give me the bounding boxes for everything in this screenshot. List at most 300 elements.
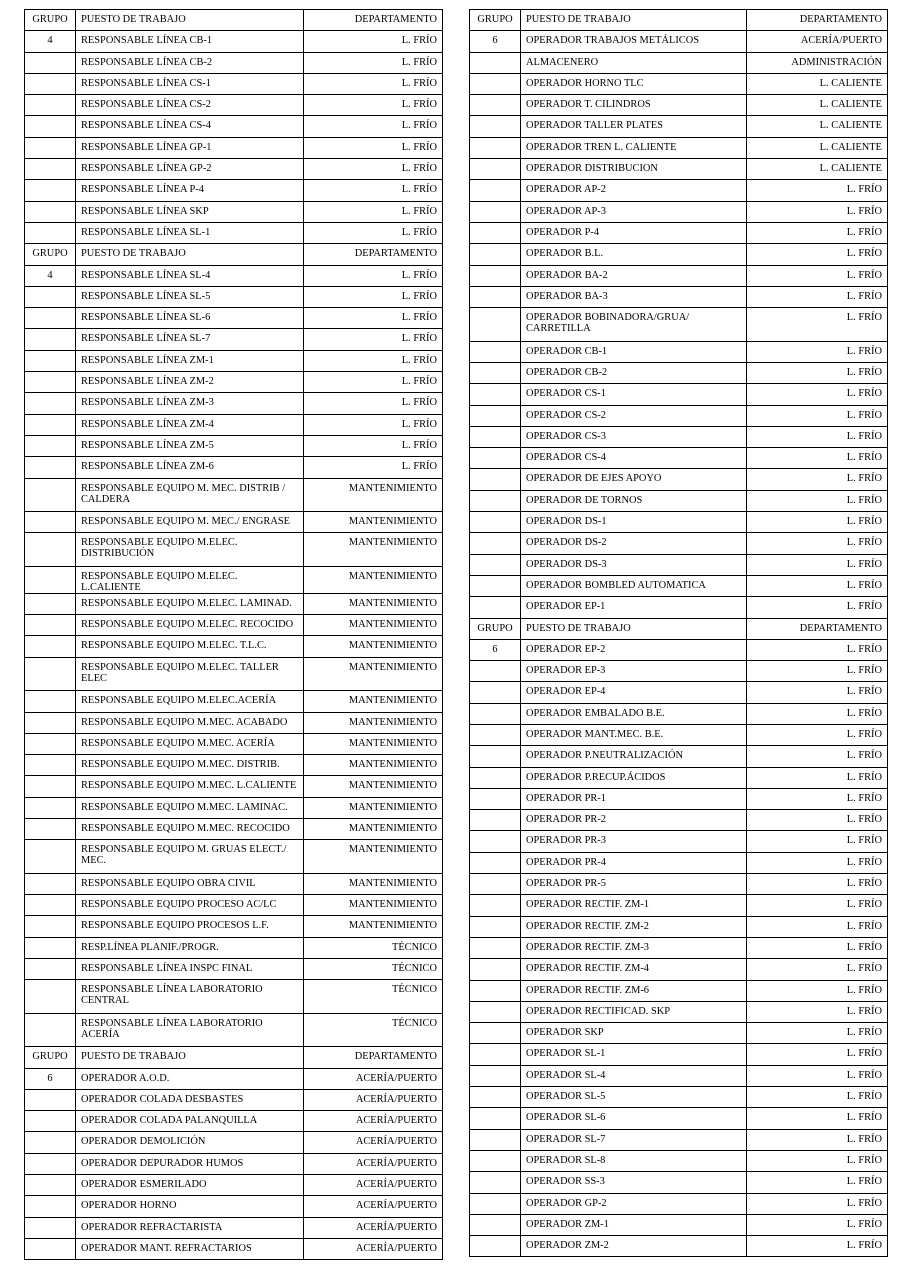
table-row xyxy=(25,1153,443,1174)
grupo-cell xyxy=(25,636,76,657)
puesto-cell: OPERADOR B.L. xyxy=(521,244,747,265)
departamento-cell: TÉCNICO xyxy=(304,1013,443,1047)
table-row xyxy=(25,393,443,414)
grupo-cell xyxy=(470,180,521,201)
departamento-cell: L. FRÍO xyxy=(747,852,888,873)
puesto-cell: RESPONSABLE LÍNEA GP-2 xyxy=(76,159,304,180)
puesto-cell: RESPONSABLE EQUIPO M.MEC. LAMINAC. xyxy=(76,797,304,818)
header-departamento: DEPARTAMENTO xyxy=(304,10,443,31)
table-row xyxy=(470,469,888,490)
departamento-cell: TÉCNICO xyxy=(304,980,443,1014)
table-row xyxy=(25,116,443,137)
departamento-cell: ACERÍA/PUERTO xyxy=(747,31,888,52)
table-row xyxy=(470,959,888,980)
puesto-cell: OPERADOR SS-3 xyxy=(521,1172,747,1193)
table-row xyxy=(25,819,443,840)
table-row xyxy=(470,1150,888,1171)
puesto-cell: RESPONSABLE EQUIPO M.ELEC. T.L.C. xyxy=(76,636,304,657)
puesto-cell: OPERADOR BA-2 xyxy=(521,265,747,286)
table-row xyxy=(470,852,888,873)
table-row xyxy=(25,265,443,286)
departamento-cell: MANTENIMIENTO xyxy=(304,797,443,818)
table-row xyxy=(25,958,443,979)
puesto-cell: OPERADOR CB-1 xyxy=(521,341,747,362)
departamento-cell: L. FRÍO xyxy=(747,831,888,852)
grupo-cell xyxy=(470,244,521,265)
table-row xyxy=(470,937,888,958)
puesto-cell: RESPONSABLE EQUIPO M.MEC. DISTRIB. xyxy=(76,755,304,776)
table-row xyxy=(25,414,443,435)
grupo-cell xyxy=(25,1111,76,1132)
grupo-cell xyxy=(470,426,521,447)
table-row xyxy=(25,308,443,329)
grupo-cell xyxy=(470,362,521,383)
table-row xyxy=(470,512,888,533)
departamento-cell: L. FRÍO xyxy=(747,533,888,554)
puesto-cell: RESPONSABLE LÍNEA SL-6 xyxy=(76,308,304,329)
departamento-cell: L. FRÍO xyxy=(747,703,888,724)
table-row xyxy=(470,746,888,767)
puesto-cell: OPERADOR CS-2 xyxy=(521,405,747,426)
puesto-cell: OPERADOR ESMERILADO xyxy=(76,1175,304,1196)
puesto-cell: OPERADOR EP-2 xyxy=(521,639,747,660)
departamento-cell: ACERÍA/PUERTO xyxy=(304,1111,443,1132)
table-row xyxy=(470,73,888,94)
grupo-cell xyxy=(470,788,521,809)
grupo-cell xyxy=(25,1196,76,1217)
puesto-cell: OPERADOR RECTIF. ZM-3 xyxy=(521,937,747,958)
grupo-cell xyxy=(470,597,521,618)
puesto-cell: RESPONSABLE LÍNEA SL-4 xyxy=(76,265,304,286)
table-row xyxy=(470,810,888,831)
departamento-cell: L. FRÍO xyxy=(747,180,888,201)
departamento-cell: TÉCNICO xyxy=(304,958,443,979)
grupo-cell xyxy=(25,180,76,201)
puesto-cell: OPERADOR RECTIF. ZM-2 xyxy=(521,916,747,937)
grupo-cell xyxy=(470,703,521,724)
grupo-cell xyxy=(470,512,521,533)
table-row xyxy=(25,286,443,307)
puesto-cell: OPERADOR EP-4 xyxy=(521,682,747,703)
table-row xyxy=(470,201,888,222)
puesto-cell: OPERADOR TALLER PLATES xyxy=(521,116,747,137)
puesto-cell: RESPONSABLE EQUIPO M.MEC. L.CALIENTE xyxy=(76,776,304,797)
departamento-cell: L. FRÍO xyxy=(747,1214,888,1235)
grupo-cell xyxy=(25,755,76,776)
grupo-cell xyxy=(25,937,76,958)
table-row xyxy=(25,1132,443,1153)
puesto-cell: RESPONSABLE LÍNEA CS-1 xyxy=(76,73,304,94)
grupo-cell xyxy=(470,1044,521,1065)
table-header-row xyxy=(470,10,888,31)
table-row xyxy=(470,1065,888,1086)
table-row xyxy=(25,636,443,657)
grupo-cell xyxy=(470,116,521,137)
departamento-cell: L. FRÍO xyxy=(747,639,888,660)
grupo-cell xyxy=(25,566,76,593)
table-row xyxy=(470,725,888,746)
grupo-cell xyxy=(25,958,76,979)
grupo-cell xyxy=(470,725,521,746)
departamento-cell: L. FRÍO xyxy=(747,1001,888,1022)
grupo-cell xyxy=(25,733,76,754)
grupo-cell xyxy=(470,52,521,73)
table-row xyxy=(25,31,443,52)
table-row xyxy=(470,703,888,724)
table-row xyxy=(470,308,888,342)
departamento-cell: MANTENIMIENTO xyxy=(304,478,443,512)
table-row xyxy=(25,1238,443,1259)
header-departamento: DEPARTAMENTO xyxy=(747,618,888,639)
table-row xyxy=(470,265,888,286)
departamento-cell: MANTENIMIENTO xyxy=(304,593,443,614)
departamento-cell: MANTENIMIENTO xyxy=(304,840,443,874)
departamento-cell: L. FRÍO xyxy=(747,895,888,916)
puesto-cell: RESPONSABLE LÍNEA GP-1 xyxy=(76,137,304,158)
puesto-cell: RESPONSABLE LÍNEA ZM-3 xyxy=(76,393,304,414)
grupo-cell xyxy=(25,840,76,874)
table-row xyxy=(470,533,888,554)
table-row xyxy=(25,478,443,512)
grupo-cell xyxy=(470,341,521,362)
puesto-cell: ALMACENERO xyxy=(521,52,747,73)
puesto-cell: OPERADOR DE TORNOS xyxy=(521,490,747,511)
table-header-row xyxy=(25,1047,443,1068)
departamento-cell: L. FRÍO xyxy=(304,201,443,222)
departamento-cell: L. FRÍO xyxy=(747,874,888,895)
puesto-cell: RESPONSABLE LÍNEA ZM-6 xyxy=(76,457,304,478)
grupo-cell xyxy=(470,469,521,490)
table-row xyxy=(25,73,443,94)
puesto-cell: OPERADOR MANT.MEC. B.E. xyxy=(521,725,747,746)
departamento-cell: L. FRÍO xyxy=(304,137,443,158)
table-header-row xyxy=(25,10,443,31)
grupo-cell xyxy=(470,1236,521,1257)
table-row xyxy=(470,682,888,703)
departamento-cell: L. FRÍO xyxy=(747,426,888,447)
table-row xyxy=(470,1129,888,1150)
puesto-cell: OPERADOR CS-4 xyxy=(521,448,747,469)
table-row xyxy=(25,712,443,733)
grupo-cell: 4 xyxy=(25,265,76,286)
departamento-cell: MANTENIMIENTO xyxy=(304,712,443,733)
puesto-cell: RESPONSABLE EQUIPO M.ELEC. LAMINAD. xyxy=(76,593,304,614)
grupo-cell xyxy=(25,372,76,393)
departamento-cell: L. FRÍO xyxy=(304,457,443,478)
grupo-cell xyxy=(470,159,521,180)
puesto-cell: OPERADOR P-4 xyxy=(521,222,747,243)
departamento-cell: L. FRÍO xyxy=(747,341,888,362)
puesto-cell: OPERADOR ZM-1 xyxy=(521,1214,747,1235)
puesto-cell: OPERADOR SL-6 xyxy=(521,1108,747,1129)
departamento-cell: L. FRÍO xyxy=(747,1236,888,1257)
puesto-cell: OPERADOR EP-1 xyxy=(521,597,747,618)
grupo-cell xyxy=(25,1153,76,1174)
grupo-cell xyxy=(25,116,76,137)
grupo-cell xyxy=(25,615,76,636)
departamento-cell: ACERÍA/PUERTO xyxy=(304,1175,443,1196)
table-row xyxy=(25,733,443,754)
table-row xyxy=(25,137,443,158)
departamento-cell: L. CALIENTE xyxy=(747,159,888,180)
grupo-cell xyxy=(470,746,521,767)
left-job-table xyxy=(24,9,443,1260)
departamento-cell: L. FRÍO xyxy=(747,222,888,243)
table-row xyxy=(470,831,888,852)
header-puesto: PUESTO DE TRABAJO xyxy=(76,10,304,31)
puesto-cell: OPERADOR AP-3 xyxy=(521,201,747,222)
header-puesto: PUESTO DE TRABAJO xyxy=(521,618,747,639)
grupo-cell: 6 xyxy=(470,31,521,52)
departamento-cell: L. FRÍO xyxy=(747,746,888,767)
table-header-row xyxy=(25,244,443,265)
departamento-cell: L. FRÍO xyxy=(304,435,443,456)
departamento-cell: MANTENIMIENTO xyxy=(304,916,443,937)
grupo-cell xyxy=(470,137,521,158)
table-row xyxy=(25,512,443,533)
grupo-cell xyxy=(470,1001,521,1022)
puesto-cell: OPERADOR RECTIF. ZM-6 xyxy=(521,980,747,1001)
departamento-cell: MANTENIMIENTO xyxy=(304,566,443,593)
departamento-cell: L. FRÍO xyxy=(304,31,443,52)
table-row xyxy=(470,137,888,158)
table-row xyxy=(25,916,443,937)
departamento-cell: MANTENIMIENTO xyxy=(304,691,443,712)
header-grupo: GRUPO xyxy=(25,10,76,31)
puesto-cell: RESPONSABLE EQUIPO M.ELEC.ACERÍA xyxy=(76,691,304,712)
table-row xyxy=(25,615,443,636)
header-puesto: PUESTO DE TRABAJO xyxy=(521,10,747,31)
departamento-cell: L. FRÍO xyxy=(747,937,888,958)
grupo-cell xyxy=(470,1214,521,1235)
departamento-cell: L. FRÍO xyxy=(747,575,888,596)
departamento-cell: L. FRÍO xyxy=(747,308,888,342)
table-row xyxy=(470,1001,888,1022)
table-row xyxy=(25,980,443,1014)
departamento-cell: ACERÍA/PUERTO xyxy=(304,1217,443,1238)
puesto-cell: RESPONSABLE EQUIPO OBRA CIVIL xyxy=(76,873,304,894)
table-row xyxy=(25,1111,443,1132)
header-departamento: DEPARTAMENTO xyxy=(304,244,443,265)
departamento-cell: L. FRÍO xyxy=(747,1129,888,1150)
departamento-cell: L. FRÍO xyxy=(747,286,888,307)
grupo-cell xyxy=(25,95,76,116)
puesto-cell: RESPONSABLE EQUIPO M.ELEC. RECOCIDO xyxy=(76,615,304,636)
grupo-cell xyxy=(25,895,76,916)
table-row xyxy=(470,426,888,447)
table-header-row xyxy=(470,618,888,639)
departamento-cell: L. FRÍO xyxy=(747,597,888,618)
departamento-cell: L. FRÍO xyxy=(747,384,888,405)
departamento-cell: L. FRÍO xyxy=(304,372,443,393)
puesto-cell: OPERADOR DEMOLICIÓN xyxy=(76,1132,304,1153)
puesto-cell: RESPONSABLE LÍNEA ZM-2 xyxy=(76,372,304,393)
table-row xyxy=(25,180,443,201)
grupo-cell xyxy=(25,819,76,840)
grupo-cell xyxy=(470,895,521,916)
table-row xyxy=(25,1068,443,1089)
puesto-cell: OPERADOR P.RECUP.ÁCIDOS xyxy=(521,767,747,788)
puesto-cell: RESPONSABLE LÍNEA LABORATORIO CENTRAL xyxy=(76,980,304,1014)
departamento-cell: L. FRÍO xyxy=(747,469,888,490)
departamento-cell: L. FRÍO xyxy=(304,350,443,371)
grupo-cell xyxy=(470,682,521,703)
grupo-cell xyxy=(470,1193,521,1214)
table-row xyxy=(25,1196,443,1217)
table-row xyxy=(25,533,443,567)
departamento-cell: ACERÍA/PUERTO xyxy=(304,1068,443,1089)
departamento-cell: L. FRÍO xyxy=(747,1065,888,1086)
grupo-cell xyxy=(470,1172,521,1193)
table-row xyxy=(470,490,888,511)
departamento-cell: L. FRÍO xyxy=(747,1172,888,1193)
puesto-cell: OPERADOR RECTIF. ZM-1 xyxy=(521,895,747,916)
table-row xyxy=(470,916,888,937)
table-row xyxy=(25,329,443,350)
puesto-cell: OPERADOR SL-5 xyxy=(521,1087,747,1108)
table-row xyxy=(25,457,443,478)
departamento-cell: MANTENIMIENTO xyxy=(304,873,443,894)
grupo-cell xyxy=(25,980,76,1014)
grupo-cell xyxy=(25,457,76,478)
table-row xyxy=(470,788,888,809)
grupo-cell xyxy=(25,308,76,329)
header-departamento: DEPARTAMENTO xyxy=(304,1047,443,1068)
puesto-cell: OPERADOR HORNO xyxy=(76,1196,304,1217)
grupo-cell xyxy=(470,95,521,116)
table-row xyxy=(470,1023,888,1044)
grupo-cell xyxy=(25,73,76,94)
grupo-cell xyxy=(25,201,76,222)
departamento-cell: ACERÍA/PUERTO xyxy=(304,1153,443,1174)
table-row xyxy=(25,222,443,243)
grupo-cell xyxy=(25,657,76,691)
grupo-cell xyxy=(25,478,76,512)
departamento-cell: L. FRÍO xyxy=(304,286,443,307)
puesto-cell: RESPONSABLE EQUIPO M.ELEC. TALLER ELEC xyxy=(76,657,304,691)
table-row xyxy=(470,980,888,1001)
puesto-cell: OPERADOR TRABAJOS METÁLICOS xyxy=(521,31,747,52)
right-job-table xyxy=(469,9,888,1257)
grupo-cell xyxy=(470,575,521,596)
departamento-cell: L. FRÍO xyxy=(747,767,888,788)
departamento-cell: L. FRÍO xyxy=(747,788,888,809)
departamento-cell: MANTENIMIENTO xyxy=(304,615,443,636)
grupo-cell xyxy=(470,874,521,895)
grupo-cell xyxy=(470,831,521,852)
table-row xyxy=(25,840,443,874)
table-row xyxy=(25,435,443,456)
table-row xyxy=(25,1013,443,1047)
puesto-cell: OPERADOR RECTIFICAD. SKP xyxy=(521,1001,747,1022)
grupo-cell xyxy=(470,201,521,222)
puesto-cell: RESPONSABLE LÍNEA LABORATORIO ACERÍA xyxy=(76,1013,304,1047)
departamento-cell: L. FRÍO xyxy=(304,116,443,137)
departamento-cell: MANTENIMIENTO xyxy=(304,755,443,776)
departamento-cell: L. FRÍO xyxy=(747,682,888,703)
grupo-cell xyxy=(470,73,521,94)
table-row xyxy=(25,201,443,222)
departamento-cell: L. FRÍO xyxy=(747,405,888,426)
puesto-cell: OPERADOR SL-8 xyxy=(521,1150,747,1171)
puesto-cell: RESPONSABLE LÍNEA CB-1 xyxy=(76,31,304,52)
grupo-cell xyxy=(25,52,76,73)
departamento-cell: L. FRÍO xyxy=(304,393,443,414)
table-row xyxy=(470,448,888,469)
grupo-cell xyxy=(470,916,521,937)
header-puesto: PUESTO DE TRABAJO xyxy=(76,244,304,265)
grupo-cell xyxy=(25,512,76,533)
departamento-cell: L. FRÍO xyxy=(747,661,888,682)
puesto-cell: RESPONSABLE LÍNEA ZM-5 xyxy=(76,435,304,456)
departamento-cell: ACERÍA/PUERTO xyxy=(304,1089,443,1110)
departamento-cell: L. FRÍO xyxy=(304,180,443,201)
grupo-cell xyxy=(470,1023,521,1044)
puesto-cell: OPERADOR DISTRIBUCION xyxy=(521,159,747,180)
departamento-cell: L. FRÍO xyxy=(304,329,443,350)
table-row xyxy=(25,895,443,916)
grupo-cell xyxy=(25,712,76,733)
puesto-cell: OPERADOR TREN L. CALIENTE xyxy=(521,137,747,158)
puesto-cell: RESPONSABLE EQUIPO M. MEC./ ENGRASE xyxy=(76,512,304,533)
departamento-cell: L. FRÍO xyxy=(304,414,443,435)
grupo-cell xyxy=(470,1065,521,1086)
puesto-cell: OPERADOR GP-2 xyxy=(521,1193,747,1214)
table-row xyxy=(25,52,443,73)
table-row xyxy=(470,1193,888,1214)
grupo-cell xyxy=(25,435,76,456)
table-row xyxy=(470,95,888,116)
puesto-cell: RESPONSABLE LÍNEA CS-4 xyxy=(76,116,304,137)
table-row xyxy=(470,286,888,307)
grupo-cell xyxy=(470,490,521,511)
grupo-cell: 6 xyxy=(25,1068,76,1089)
table-row xyxy=(470,1087,888,1108)
grupo-cell xyxy=(25,329,76,350)
departamento-cell: L. FRÍO xyxy=(304,308,443,329)
grupo-cell xyxy=(25,393,76,414)
puesto-cell: OPERADOR PR-2 xyxy=(521,810,747,831)
puesto-cell: OPERADOR DEPURADOR HUMOS xyxy=(76,1153,304,1174)
departamento-cell: MANTENIMIENTO xyxy=(304,819,443,840)
puesto-cell: OPERADOR SL-1 xyxy=(521,1044,747,1065)
table-row xyxy=(470,874,888,895)
departamento-cell: L. FRÍO xyxy=(304,159,443,180)
departamento-cell: L. FRÍO xyxy=(747,490,888,511)
puesto-cell: OPERADOR EMBALADO B.E. xyxy=(521,703,747,724)
grupo-cell xyxy=(25,1238,76,1259)
departamento-cell: L. FRÍO xyxy=(747,810,888,831)
departamento-cell: L. FRÍO xyxy=(304,73,443,94)
table-row xyxy=(470,1044,888,1065)
departamento-cell: L. FRÍO xyxy=(747,448,888,469)
table-row xyxy=(25,657,443,691)
departamento-cell: MANTENIMIENTO xyxy=(304,733,443,754)
table-row xyxy=(470,597,888,618)
puesto-cell: OPERADOR DS-3 xyxy=(521,554,747,575)
departamento-cell: ACERÍA/PUERTO xyxy=(304,1238,443,1259)
puesto-cell: RESPONSABLE EQUIPO M.ELEC. DISTRIBUCIÓN xyxy=(76,533,304,567)
departamento-cell: L. FRÍO xyxy=(747,980,888,1001)
table-row xyxy=(470,384,888,405)
puesto-cell: OPERADOR ZM-2 xyxy=(521,1236,747,1257)
grupo-cell xyxy=(470,533,521,554)
puesto-cell: OPERADOR CS-1 xyxy=(521,384,747,405)
grupo-cell xyxy=(470,308,521,342)
puesto-cell: RESPONSABLE LÍNEA CS-2 xyxy=(76,95,304,116)
grupo-cell xyxy=(470,286,521,307)
header-puesto: PUESTO DE TRABAJO xyxy=(76,1047,304,1068)
